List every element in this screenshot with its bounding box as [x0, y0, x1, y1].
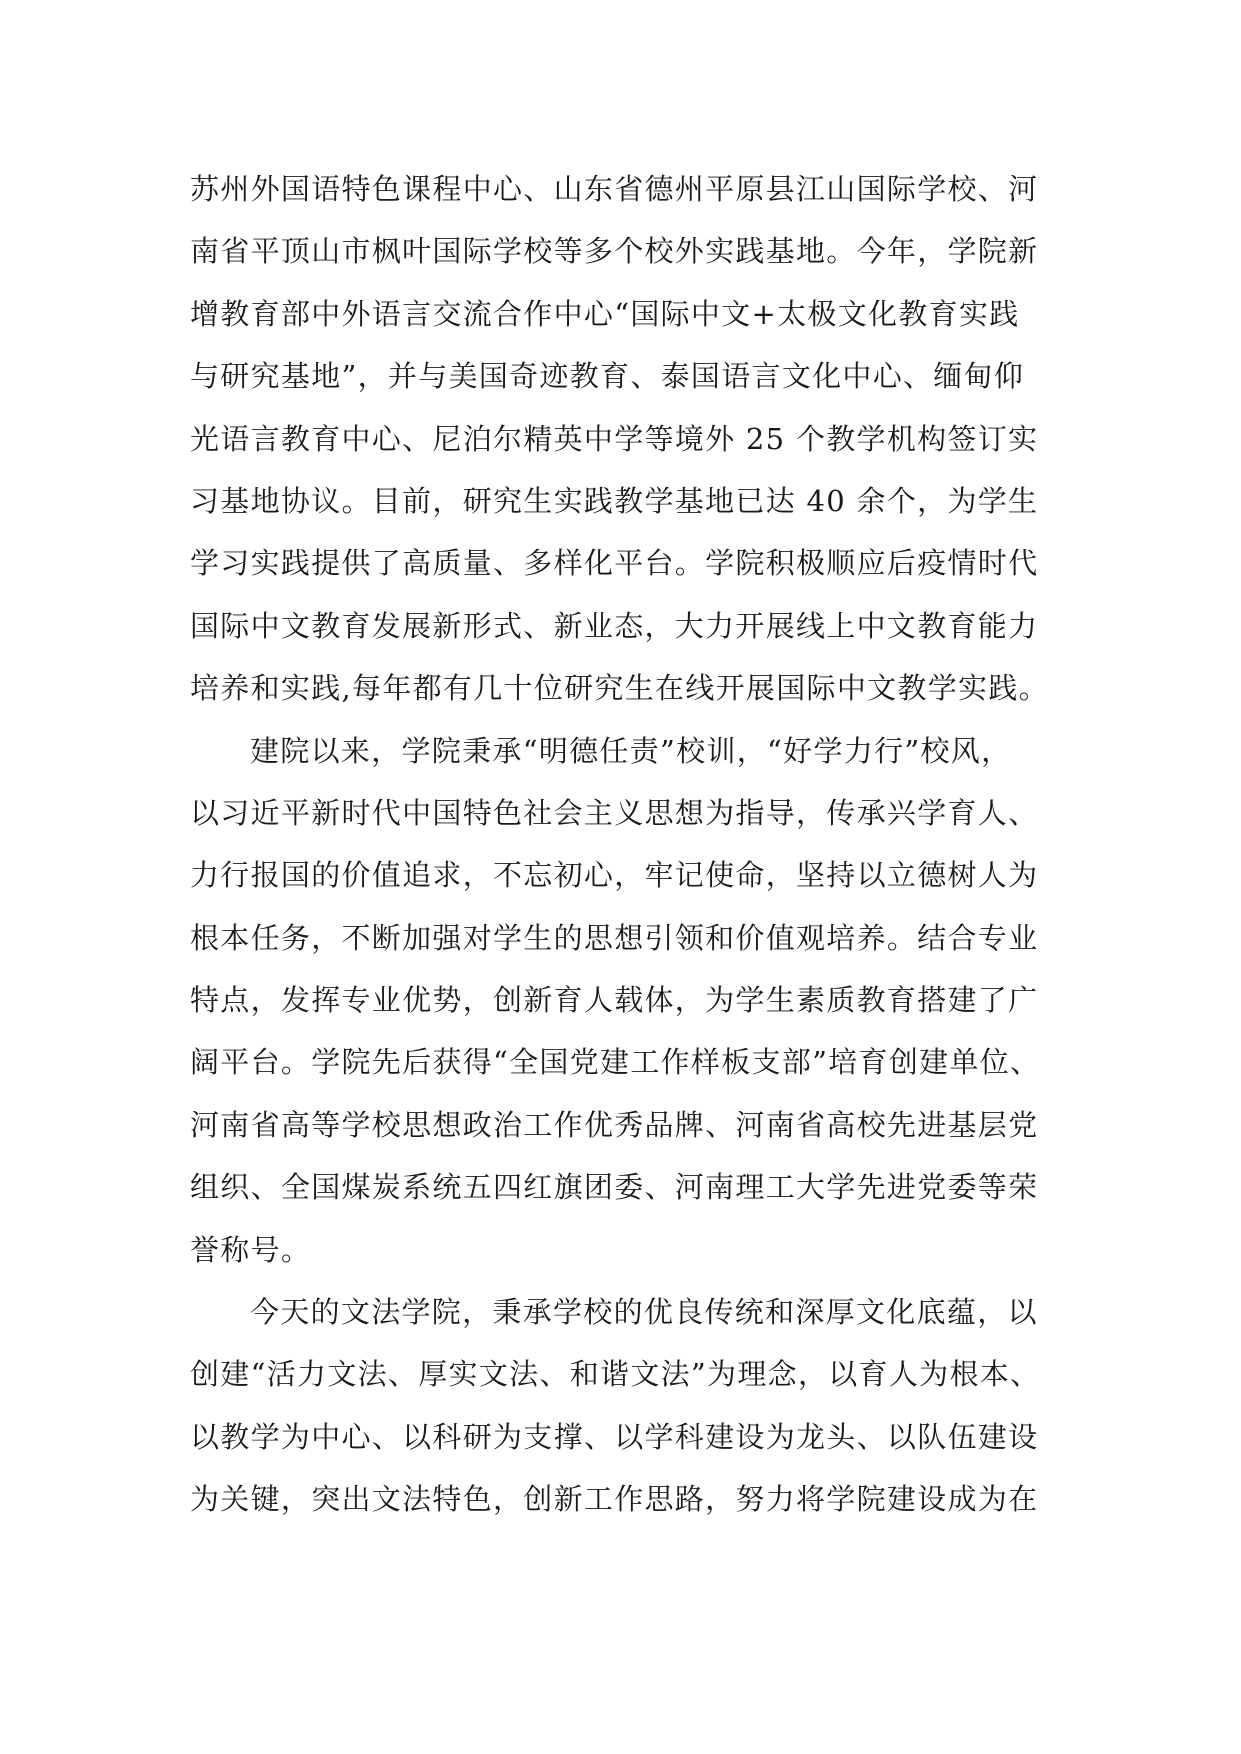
- text-line: 培养和实践,每年都有几十位研究生在线开展国际中文教学实践。: [190, 671, 1049, 706]
- text-line: 以教学为中心、以科研为支撑、以学科建设为龙头、以队伍建设: [190, 1419, 1039, 1454]
- text-line: 组织、全国煤炭系统五四红旗团委、河南理工大学先进党委等荣: [190, 1170, 1039, 1205]
- paragraph-3: [190, 1281, 1060, 1531]
- text-line: 南省平顶山市枫叶国际学校等多个校外实践基地。今年，学院新: [190, 234, 1039, 269]
- text-line: 国际中文教育发展新形式、新业态，大力开展线上中文教育能力: [190, 608, 1039, 643]
- text-line: 增教育部中外语言交流合作中心“国际中文+太极文化教育实践: [190, 296, 1020, 331]
- text-line: 今天的文法学院，秉承学校的优良传统和深厚文化底蕴，以: [250, 1295, 1038, 1330]
- text-line: 力行报国的价值追求，不忘初心，牢记使命，坚持以立德树人为: [190, 858, 1039, 893]
- text-line: 特点，发挥专业优势，创新育人载体，为学生素质教育搭建了广: [190, 983, 1039, 1018]
- text-line: 阔平台。学院先后获得“全国党建工作样板支部”培育创建单位、: [190, 1045, 1041, 1080]
- text-line: 誉称号。: [190, 1232, 312, 1267]
- text-line: 与研究基地”，并与美国奇迹教育、泰国语言文化中心、缅甸仰: [190, 359, 1025, 394]
- text-line: 学习实践提供了高质量、多样化平台。学院积极顺应后疫情时代: [190, 546, 1039, 581]
- paragraph-2: [190, 720, 1060, 1282]
- text-line: 为关键，突出文法特色，创新工作思路，努力将学院建设成为在: [190, 1482, 1039, 1517]
- paragraph-1: [190, 158, 1060, 720]
- body-text: [190, 158, 1060, 1531]
- text-line: 河南省高等学校思想政治工作优秀品牌、河南省高校先进基层党: [190, 1107, 1039, 1142]
- text-line: 创建“活力文法、厚实文法、和谐文法”为理念，以育人为根本、: [190, 1357, 1041, 1392]
- text-line: 苏州外国语特色课程中心、山东省德州平原县江山国际学校、河: [190, 172, 1039, 206]
- text-line: 光语言教育中心、尼泊尔精英中学等境外 25 个教学机构签订实: [190, 421, 1039, 456]
- text-line: 根本任务，不断加强对学生的思想引领和价值观培养。结合专业: [190, 920, 1039, 955]
- text-line: 以习近平新时代中国特色社会主义思想为指导，传承兴学育人、: [190, 795, 1039, 830]
- text-line: 习基地协议。目前，研究生实践教学基地已达 40 余个，为学生: [190, 483, 1039, 518]
- text-line: 建院以来，学院秉承“明德任责”校训，“好学力行”校风，: [250, 733, 1012, 768]
